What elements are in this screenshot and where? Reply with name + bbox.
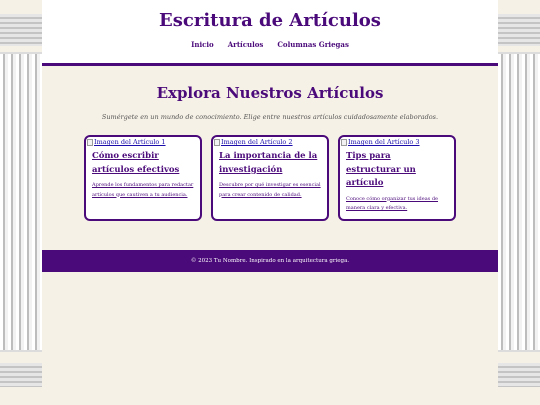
- column-shaft: [498, 52, 540, 352]
- article-image[interactable]: [87, 138, 194, 146]
- nav-link-inicio[interactable]: Inicio: [191, 40, 214, 49]
- article-cards: [84, 135, 456, 221]
- nav-link-columnas-griegas[interactable]: Columnas Griegas: [277, 40, 349, 49]
- broken-image-icon: [87, 139, 93, 146]
- broken-image-icon: [341, 139, 347, 146]
- column-capital: [0, 14, 42, 46]
- article-description-link[interactable]: Descubre por qué investigar es esencial para crear contenido de calidad.: [219, 182, 321, 198]
- column-shaft: [0, 52, 42, 352]
- article-image-alt: Imagen del Artículo 3: [348, 138, 420, 146]
- article-title-link[interactable]: Tips para estructurar un artículo: [346, 151, 416, 188]
- article-card: [338, 135, 456, 221]
- main-nav: [42, 40, 498, 49]
- article-card: [211, 135, 329, 221]
- article-title-link[interactable]: Cómo escribir artículos efectivos: [92, 151, 180, 175]
- greek-column-right: [498, 0, 540, 405]
- column-capital: [498, 14, 540, 46]
- hero-subtitle: Sumérgete en un mundo de conocimiento. Elige entre nuestros artículos cuidadosamente elaborados.: [101, 113, 439, 121]
- article-description-link[interactable]: Aprende los fundamentos para redactar artículos que cautiven a tu audiencia.: [92, 182, 194, 198]
- nav-link-articulos[interactable]: Artículos: [227, 40, 264, 49]
- site-footer: [42, 250, 498, 272]
- article-image[interactable]: [214, 138, 321, 146]
- broken-image-icon: [214, 139, 220, 146]
- article-image[interactable]: [341, 138, 448, 146]
- main-frame: [42, 0, 498, 405]
- article-description-link[interactable]: Conoce cómo organizar tus ideas de manera clara y efectiva.: [346, 195, 439, 211]
- site-title: Escritura de Artículos: [159, 10, 381, 31]
- hero-title: Explora Nuestros Artículos: [156, 84, 384, 102]
- greek-column-left: [0, 0, 42, 405]
- article-card: [84, 135, 202, 221]
- column-base: [0, 363, 42, 387]
- article-image-alt: Imagen del Artículo 2: [221, 138, 293, 146]
- column-base: [498, 363, 540, 387]
- article-image-alt: Imagen del Artículo 1: [94, 138, 166, 146]
- article-title-link[interactable]: La importancia de la investigación: [219, 151, 318, 175]
- footer-text: © 2023 Tu Nombre. Inspirado en la arquitectura griega.: [190, 258, 350, 264]
- site-header: [42, 0, 498, 66]
